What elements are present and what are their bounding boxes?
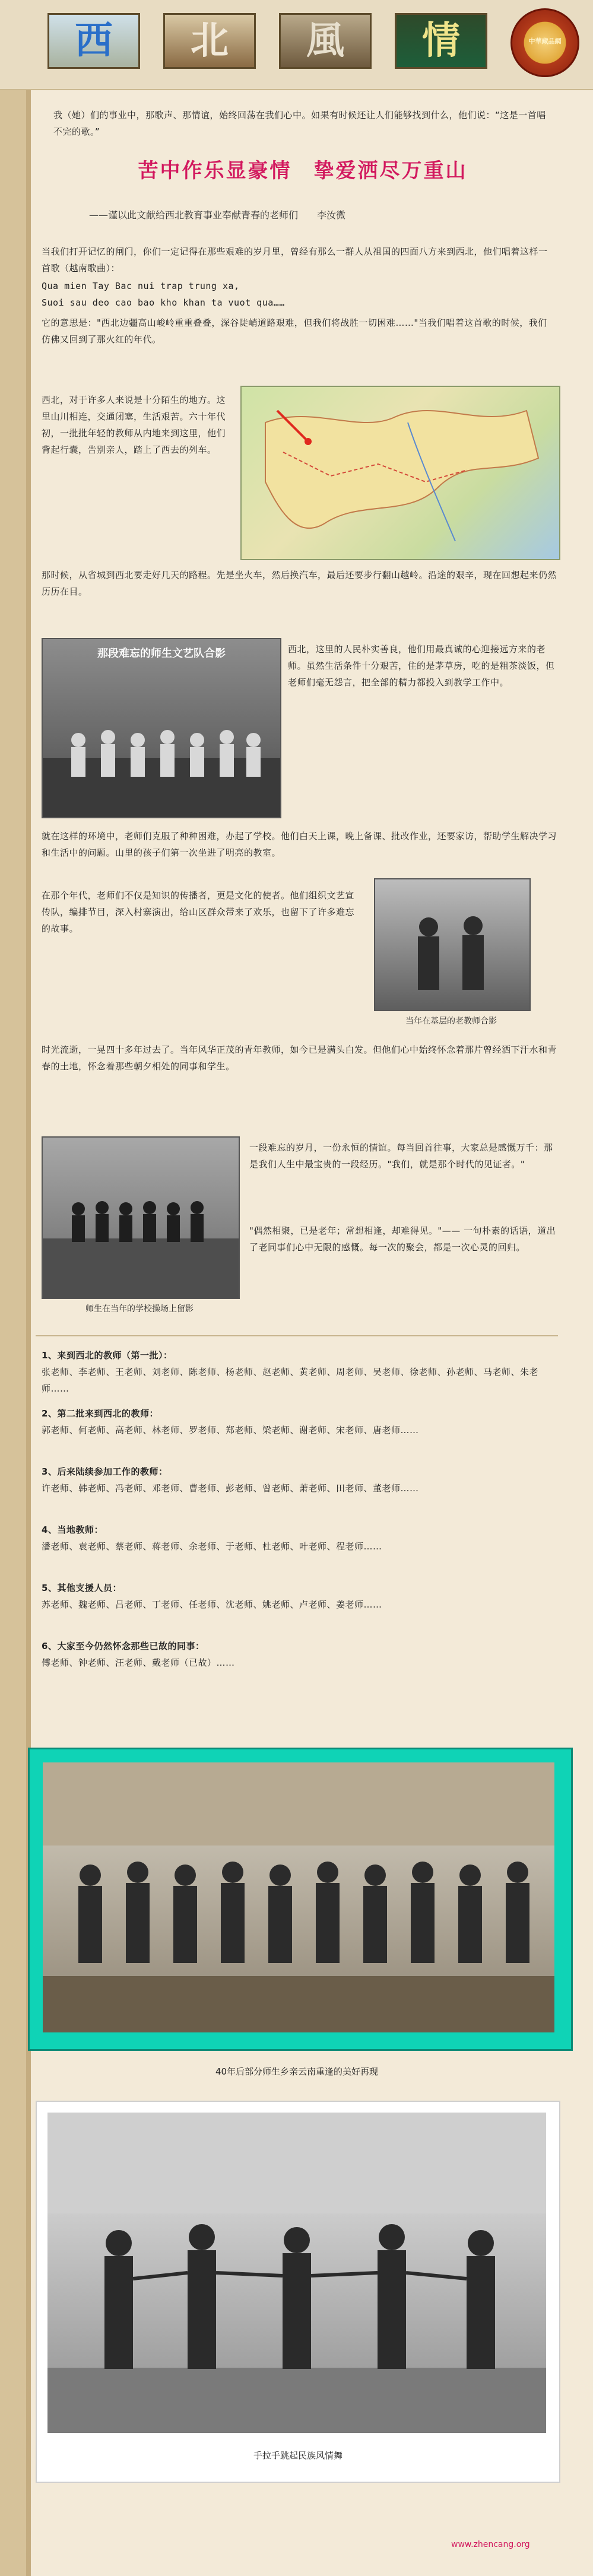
- photo3-caption: 师生在当年的学校操场上留影: [85, 1304, 194, 1314]
- roster-line: 1、来到西北的教师（第一批）：: [42, 1350, 173, 1361]
- header-tile-1: [47, 13, 140, 69]
- song-line-2: Suoi sau deo cao bao kho khan ta vuot qua……: [42, 297, 285, 308]
- header-tile-4-char: 情: [422, 18, 460, 63]
- dance-figures: [47, 2113, 546, 2433]
- photo-grassroots-teachers: [374, 878, 531, 1011]
- photo-school-yard: [42, 1136, 240, 1299]
- dance-photo-caption: 手拉手跳起民族风情舞: [253, 2450, 343, 2461]
- header-banner: [0, 0, 593, 90]
- paragraph-7: 就在这样的环境中，老师们克服了种种困难，办起了学校。他们白天上课，晚上备课、批改作业，还要家访，帮助学生解决学习和生活中的问题。山里的孩子们第一次坐进了明亮的教室。: [42, 831, 557, 858]
- roster-line: 2、第二批来到西北的教师：: [42, 1408, 158, 1419]
- paragraph-11: "偶然相聚，已是老年；常想相逢，却难得见。"—— 一句朴素的话语，道出了老同事们心中无限的感慨。每一次的聚会，都是一次心灵的回归。: [249, 1225, 556, 1253]
- seal-text: 中華藏品網: [528, 37, 562, 45]
- paragraph-8: 在那个年代，老师们不仅是知识的传播者，更是文化的使者。他们组织文艺宣传队，编排节目，深入村寨演出，给山区群众带来了欢乐，也留下了许多难忘的故事。: [42, 890, 355, 934]
- paragraph-6: 西北，这里的人民朴实善良，他们用最真诚的心迎接远方来的老师。虽然生活条件十分艰苦，住的是茅草房，吃的是粗茶淡饭，但老师们毫无怨言，把全部的精力都投入到教学工作中。: [288, 644, 555, 688]
- photo1-figures: [43, 639, 280, 817]
- paragraph-9: 时光流逝，一晃四十多年过去了。当年风华正茂的青年教师，如今已是满头白发。但他们心中始终怀念着那片曾经洒下汗水和青春的土地，怀念着那些朝夕相处的同事和学生。: [42, 1044, 557, 1072]
- map-graphic: [242, 387, 559, 559]
- roster-line: 苏老师、魏老师、吕老师、丁老师、任老师、沈老师、姚老师、卢老师、姜老师……: [42, 1599, 382, 1610]
- roster-line: 傅老师、钟老师、汪老师、戴老师（已故）……: [42, 1657, 235, 1668]
- photo1-caption: 那段难忘的师生文艺队合影: [97, 647, 226, 660]
- roster-line: 6、大家至今仍然怀念那些已故的同事：: [42, 1641, 205, 1651]
- header-tile-2: [163, 13, 256, 69]
- song-line-1: Qua mien Tay Bac nui trap trung xa,: [42, 281, 240, 291]
- region-map: [240, 386, 560, 560]
- roster-line: 许老师、韩老师、冯老师、邓老师、曹老师、彭老师、曾老师、萧老师、田老师、董老师……: [42, 1483, 419, 1494]
- paragraph-4: 西北，对于许多人来说是十分陌生的地方。这里山川相连，交通闭塞，生活艰苦。六十年代初，一批批年轻的教师从内地来到这里，他们背起行囊，告别亲人，踏上了西去的列车。: [42, 395, 226, 455]
- section-divider: [36, 1335, 558, 1336]
- roster-line: 郭老师、何老师、高老师、林老师、罗老师、郑老师、梁老师、谢老师、宋老师、唐老师……: [42, 1425, 419, 1435]
- header-tile-2-char: 北: [191, 18, 229, 63]
- paragraph-5: 那时候，从省城到西北要走好几天的路程。先是坐火车，然后换汽车，最后还要步行翻山越岭。沿途的艰辛，现在回想起来仍然历历在目。: [42, 570, 557, 597]
- article-title: 苦中作乐显豪情 挚爱洒尽万重山: [138, 159, 468, 183]
- roster-line: 5、其他支援人员：: [42, 1583, 122, 1593]
- left-decorative-bar: [0, 0, 31, 2576]
- reunion-photo-caption: 40年后部分师生乡亲云南重逢的美好再现: [215, 2066, 379, 2077]
- roster-line: 潘老师、袁老师、蔡老师、蒋老师、余老师、于老师、杜老师、叶老师、程老师……: [42, 1541, 382, 1552]
- paragraph-10: 一段难忘的岁月，一份永恒的情谊。每当回首往事，大家总是感慨万千：那是我们人生中最宝贵的一段经历。"我们，就是那个时代的见证者。": [249, 1142, 553, 1170]
- site-seal-logo: [510, 8, 579, 77]
- reunion-photo-frame: [28, 1748, 573, 2051]
- roster-line: 4、当地教师：: [42, 1524, 103, 1535]
- photo3-figures: [43, 1138, 239, 1298]
- reunion-figures: [43, 1762, 554, 2032]
- dance-photo: [47, 2113, 546, 2433]
- dance-photo-frame: [36, 2101, 560, 2483]
- paragraph-3: 它的意思是："西北边疆高山峻岭重重叠叠，深谷陡峭道路艰难，但我们将战胜一切困难……"当我们唱着这首歌的时候，我们仿佛又回到了那火红的年代。: [42, 317, 547, 345]
- header-tile-3: [279, 13, 372, 69]
- header-tile-3-char: 風: [306, 18, 344, 63]
- photo-art-troupe: [42, 638, 281, 818]
- photo2-figures: [375, 879, 529, 1010]
- article-subtitle: ——谨以此文献给西北教育事业奉献青春的老师们 李汝微: [89, 209, 346, 221]
- roster-line: 张老师、李老师、王老师、刘老师、陈老师、杨老师、赵老师、黄老师、周老师、吴老师、徐老师、孙老师、马老师、朱老师……: [42, 1367, 539, 1394]
- paragraph-0: 当我们打开记忆的闸门，你们一定记得在那些艰难的岁月里，曾经有那么一群人从祖国的四面八方来到西北，他们唱着这样一首歌（越南歌曲）：: [42, 246, 548, 274]
- intro-text: 我（她）们的事业中，那歌声、那情谊，始终回荡在我们心中。如果有时候还让人们能够找到什么，他们说：“这是一首唱不完的歌。”: [53, 110, 546, 137]
- roster-line: 3、后来陆续参加工作的教师：: [42, 1466, 168, 1477]
- reunion-group-photo: [43, 1762, 554, 2032]
- header-tile-1-char: 西: [75, 18, 113, 63]
- footer-site-link[interactable]: www.zhencang.org: [451, 2540, 530, 2549]
- photo2-caption: 当年在基层的老教师合影: [405, 1017, 497, 1026]
- header-tile-4: [395, 13, 487, 69]
